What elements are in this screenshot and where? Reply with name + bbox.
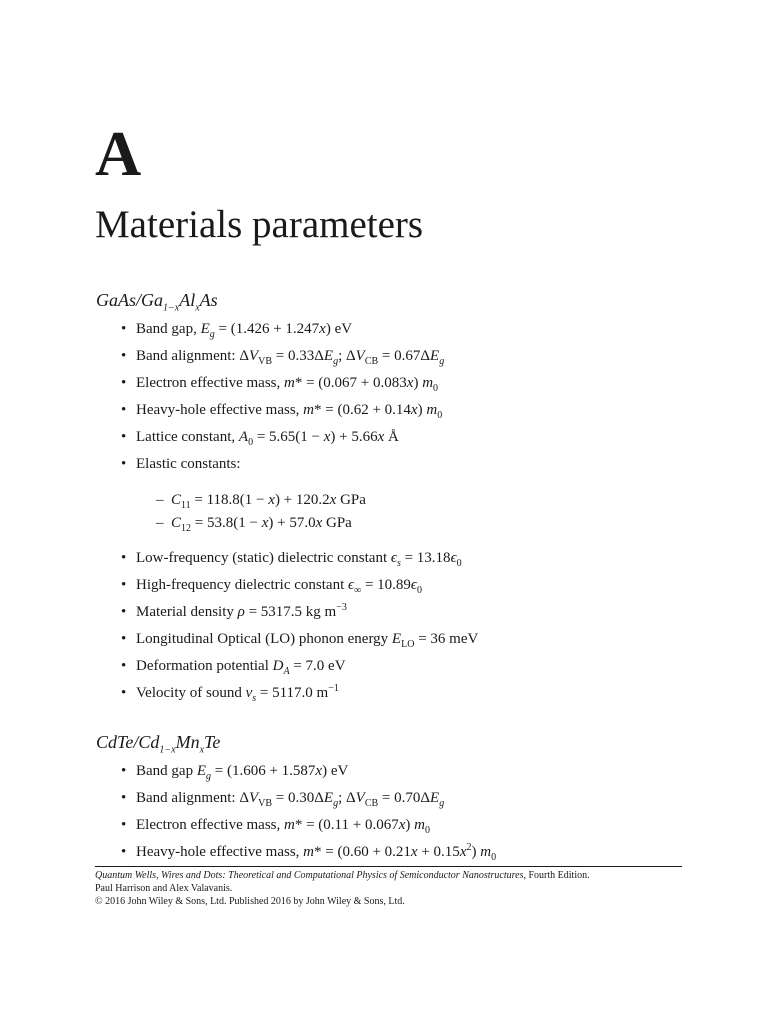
- list-item: • Lattice constant, $A_0 = 5.65(1 - x) + 5.66x$ Å: [121, 429, 399, 448]
- bullet-marker: •: [121, 375, 127, 391]
- footer-edition: , Fourth Edition.: [523, 870, 590, 881]
- dash-marker: –: [156, 492, 164, 508]
- bullet-marker: •: [121, 631, 127, 647]
- list-item: • Band gap, $E_g = (1.426 + 1.247x)$ eV: [121, 321, 353, 340]
- footer-divider: [95, 866, 682, 867]
- bullet-marker: •: [121, 456, 127, 472]
- bullet-marker: •: [121, 577, 127, 593]
- list-item: • Band alignment: $\Delta V_{VB} = 0.33\Delta E_g$; $\Delta V_{CB} = 0.67\Delta E_g$: [121, 348, 445, 367]
- dash-marker: –: [156, 515, 164, 531]
- footer-book-title: Quantum Wells, Wires and Dots: Theoretical and Computational Physics of Semiconductor Nanostructures: [95, 870, 524, 881]
- list-item: • Low-frequency (static) dielectric constant $\epsilon_s = 13.18\epsilon_0$: [121, 550, 462, 569]
- bullet-marker: •: [121, 402, 127, 418]
- bullet-marker: •: [121, 604, 127, 620]
- list-item: • Heavy-hole effective mass, m* = (0.62 + 0.14x) $m_0$: [121, 402, 443, 421]
- list-item: • Heavy-hole effective mass, $m* = (0.60 + 0.21x + 0.15x^2)$ $m_0$: [121, 842, 497, 863]
- chapter-title: Materials parameters: [95, 203, 424, 246]
- section-heading-gaas: GaAs/$Ga_{1-x}Al_xAs$: [96, 290, 218, 314]
- bullet-marker: •: [121, 790, 127, 806]
- footer: [95, 869, 685, 908]
- list-item: – $C_{11} = 118.8(1 - x) + 120.2x$ GPa: [156, 492, 366, 511]
- bullet-marker: •: [121, 348, 127, 364]
- list-item: • Longitudinal Optical (LO) phonon energy $E_{LO} = 36$ meV: [121, 631, 479, 650]
- list-item: – $C_{12} = 53.8(1 - x) + 57.0x$ GPa: [156, 515, 352, 534]
- list-item: • Electron effective mass, m* = (0.11 + 0.067x) $m_0$: [121, 817, 430, 836]
- list-item: • Material density ρ = 5317.5 kg $m^{-3}$: [121, 602, 347, 620]
- list-item: • Deformation potential $D_A = 7.0$ eV: [121, 658, 346, 677]
- chapter-letter: A: [95, 118, 142, 189]
- list-item: • Elastic constants:: [121, 456, 241, 472]
- bullet-marker: •: [121, 429, 127, 445]
- bullet-marker: •: [121, 763, 127, 779]
- footer-book-line: [95, 869, 685, 882]
- bullet-marker: •: [121, 685, 127, 701]
- list-item: • Velocity of sound $v_s = 5117.0$ $m^{-1}$: [121, 683, 339, 704]
- footer-authors: Paul Harrison and Alex Valavanis.: [95, 883, 233, 894]
- list-item: • Band gap $E_g = (1.606 + 1.587x)$ eV: [121, 763, 349, 782]
- list-item: • High-frequency dielectric constant $\epsilon_\infty = 10.89\epsilon_0$: [121, 577, 422, 596]
- section-heading-cdte: CdTe/$Cd_{1-x}Mn_xTe$: [96, 732, 221, 756]
- bullet-marker: •: [121, 550, 127, 566]
- bullet-marker: •: [121, 817, 127, 833]
- list-item: • Electron effective mass, m* = (0.067 + 0.083x) $m_0$: [121, 375, 439, 394]
- bullet-marker: •: [121, 321, 127, 337]
- list-item: • Band alignment: $\Delta V_{VB} = 0.30\Delta E_g$; $\Delta V_{CB} = 0.70\Delta E_g$: [121, 790, 445, 809]
- bullet-marker: •: [121, 658, 127, 674]
- bullet-marker: •: [121, 844, 127, 860]
- footer-copyright: © 2016 John Wiley & Sons, Ltd. Published 2016 by John Wiley & Sons, Ltd.: [95, 896, 405, 907]
